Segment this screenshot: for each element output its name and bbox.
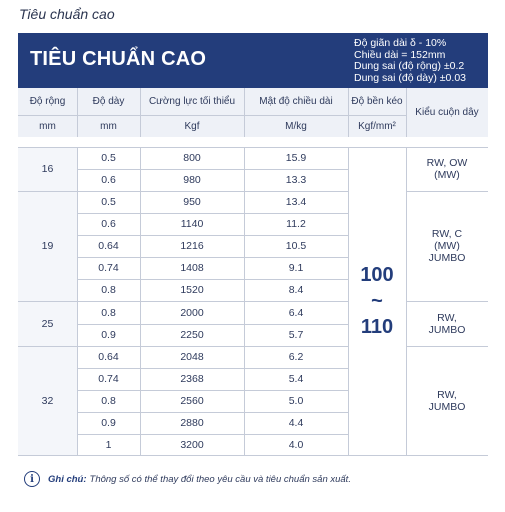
spec-line: Dung sai (độ dày) ±0.03 bbox=[354, 71, 466, 84]
divider bbox=[244, 88, 245, 137]
divider bbox=[348, 147, 349, 456]
divider bbox=[77, 368, 348, 369]
density-value: 9.1 bbox=[244, 257, 348, 279]
thickness-value: 0.8 bbox=[77, 301, 140, 323]
divider bbox=[406, 191, 488, 192]
note-label: Ghi chú: bbox=[48, 473, 87, 485]
unit-min-force: Kgf bbox=[184, 121, 200, 132]
table-body bbox=[18, 147, 488, 456]
header-tensile: Độ bền kéo bbox=[351, 96, 403, 107]
header-width: Độ rộng bbox=[29, 96, 66, 107]
divider bbox=[406, 301, 488, 302]
thickness-value: 0.64 bbox=[77, 346, 140, 368]
divider bbox=[140, 88, 141, 137]
tensile-value bbox=[348, 147, 406, 456]
unit-density: M/kg bbox=[285, 121, 307, 132]
min-force-value: 2880 bbox=[140, 412, 244, 434]
width-value: 16 bbox=[41, 163, 54, 176]
density-value: 11.2 bbox=[244, 213, 348, 235]
density-value: 5.7 bbox=[244, 324, 348, 346]
thickness-value: 0.8 bbox=[77, 279, 140, 301]
density-value: 4.0 bbox=[244, 434, 348, 456]
width-value: 25 bbox=[41, 317, 54, 330]
min-force-value: 980 bbox=[140, 169, 244, 191]
coil-type: RW, C (MW) JUMBO bbox=[406, 191, 488, 301]
divider bbox=[77, 434, 348, 435]
divider bbox=[406, 88, 407, 137]
divider bbox=[348, 88, 349, 137]
min-force-value: 1140 bbox=[140, 213, 244, 235]
tensile-low: 100 bbox=[360, 264, 394, 287]
thickness-value: 0.74 bbox=[77, 368, 140, 390]
spec-line: Dung sai (độ rộng) ±0.2 bbox=[354, 60, 465, 72]
divider bbox=[406, 346, 488, 347]
min-force-value: 2560 bbox=[140, 390, 244, 412]
coil-type: RW, OW (MW) bbox=[406, 147, 488, 191]
density-value: 8.4 bbox=[244, 279, 348, 301]
banner-title: TIÊU CHUẨN CAO bbox=[30, 48, 207, 70]
divider bbox=[77, 412, 348, 413]
info-icon: i bbox=[24, 471, 40, 487]
unit-tensile: Kgf/mm² bbox=[358, 121, 396, 132]
density-value: 15.9 bbox=[244, 147, 348, 169]
min-force-value: 800 bbox=[140, 147, 244, 169]
spec-line: Độ giãn dài δ - 10% bbox=[354, 37, 447, 49]
header-min-force: Cường lực tối thiểu bbox=[148, 96, 236, 107]
spacer-band bbox=[18, 137, 488, 147]
density-value: 10.5 bbox=[244, 235, 348, 257]
min-force-value: 950 bbox=[140, 191, 244, 213]
min-force-value: 1408 bbox=[140, 257, 244, 279]
tensile-sep: ~ bbox=[371, 290, 383, 313]
table-header bbox=[18, 88, 488, 137]
min-force-value: 3200 bbox=[140, 434, 244, 456]
density-value: 13.3 bbox=[244, 169, 348, 191]
divider bbox=[77, 169, 348, 170]
header-density: Mật độ chiều dài bbox=[259, 96, 333, 107]
divider bbox=[77, 279, 348, 280]
spec-table-card bbox=[18, 33, 488, 456]
thickness-value: 0.8 bbox=[77, 390, 140, 412]
thickness-value: 0.6 bbox=[77, 213, 140, 235]
thickness-value: 0.5 bbox=[77, 147, 140, 169]
divider bbox=[140, 147, 141, 456]
min-force-value: 1520 bbox=[140, 279, 244, 301]
divider bbox=[18, 346, 348, 347]
footnote bbox=[24, 471, 351, 487]
coil-type: RW, JUMBO bbox=[406, 346, 488, 456]
note-text: Thông số có thể thay đổi theo yêu cầu và tiêu chuẩn sản xuất. bbox=[89, 473, 351, 485]
thickness-value: 0.74 bbox=[77, 257, 140, 279]
divider bbox=[18, 455, 488, 456]
divider bbox=[77, 235, 348, 236]
min-force-value: 2250 bbox=[140, 324, 244, 346]
density-value: 4.4 bbox=[244, 412, 348, 434]
thickness-value: 0.6 bbox=[77, 169, 140, 191]
min-force-value: 1216 bbox=[140, 235, 244, 257]
tensile-high: 110 bbox=[360, 316, 394, 339]
page-title: Tiêu chuẩn cao bbox=[19, 6, 115, 22]
density-value: 6.4 bbox=[244, 301, 348, 323]
divider bbox=[244, 147, 245, 456]
min-force-value: 2048 bbox=[140, 346, 244, 368]
divider bbox=[406, 147, 407, 456]
thickness-value: 0.64 bbox=[77, 235, 140, 257]
divider bbox=[18, 147, 488, 148]
min-force-value: 2368 bbox=[140, 368, 244, 390]
divider bbox=[77, 324, 348, 325]
thickness-value: 0.9 bbox=[77, 324, 140, 346]
divider bbox=[77, 257, 348, 258]
divider bbox=[77, 390, 348, 391]
coil-type: RW, JUMBO bbox=[406, 301, 488, 345]
header-thickness: Độ dày bbox=[92, 96, 125, 107]
density-value: 5.4 bbox=[244, 368, 348, 390]
width-value: 19 bbox=[41, 240, 54, 253]
table-banner bbox=[18, 33, 488, 88]
min-force-value: 2000 bbox=[140, 301, 244, 323]
divider bbox=[77, 213, 348, 214]
width-value: 32 bbox=[41, 394, 54, 407]
density-value: 5.0 bbox=[244, 390, 348, 412]
spec-line: Chiều dài = 152mm bbox=[354, 48, 446, 61]
density-value: 13.4 bbox=[244, 191, 348, 213]
thickness-value: 1 bbox=[77, 434, 140, 456]
density-value: 6.2 bbox=[244, 346, 348, 368]
thickness-value: 0.9 bbox=[77, 412, 140, 434]
unit-width: mm bbox=[39, 121, 56, 132]
divider bbox=[18, 191, 348, 192]
thickness-value: 0.5 bbox=[77, 191, 140, 213]
unit-thickness: mm bbox=[100, 121, 117, 132]
divider bbox=[18, 301, 348, 302]
header-coil-type: Kiểu cuộn dây bbox=[415, 107, 479, 118]
spec-summary bbox=[354, 38, 466, 84]
divider bbox=[77, 88, 78, 137]
divider bbox=[77, 147, 78, 456]
